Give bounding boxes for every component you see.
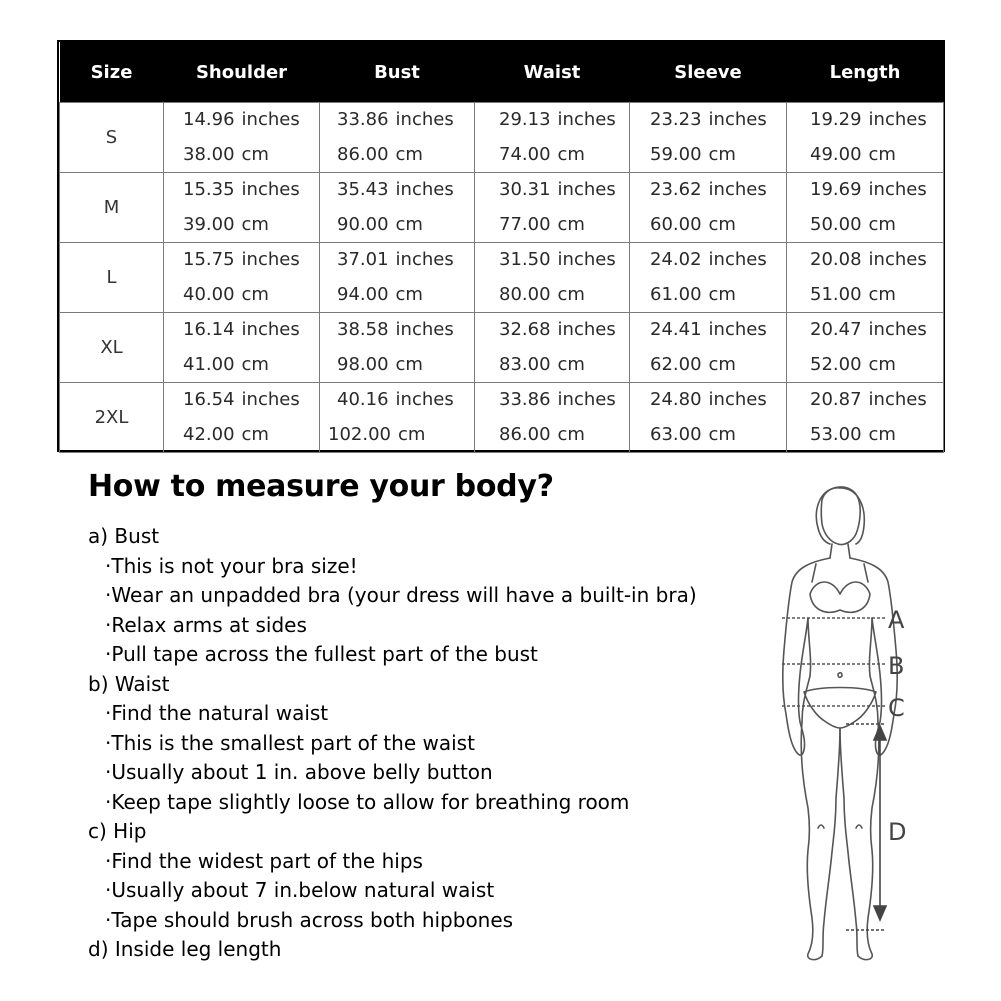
length-cm-value: 51.00 <box>810 283 862 305</box>
unit-label: inches <box>395 319 454 340</box>
waist-cm-value: 77.00 <box>499 213 551 235</box>
tip-item: ·Usually about 1 in. above belly button <box>105 760 493 784</box>
unit-label: cm <box>241 353 269 375</box>
header-sleeve: Sleeve <box>630 42 787 103</box>
unit-label: inches <box>708 389 767 410</box>
length-in-value: 20.08 <box>810 249 862 270</box>
label-d: D <box>888 818 907 846</box>
table-row <box>60 313 944 383</box>
unit-label: inches <box>868 319 927 340</box>
sleeve-cm-value: 61.00 <box>650 283 702 305</box>
unit-label: inches <box>868 109 927 130</box>
unit-label: cm <box>241 143 269 165</box>
sleeve-in-value: 24.80 <box>650 389 702 410</box>
sleeve-cell <box>630 313 787 383</box>
unit-label: cm <box>708 283 736 305</box>
unit-label: inches <box>241 109 300 130</box>
unit-label: cm <box>868 143 896 165</box>
waist-in-value: 29.13 <box>499 109 551 130</box>
waist-cm-value: 80.00 <box>499 283 551 305</box>
section-heading: a) Bust <box>88 524 160 548</box>
unit-label: cm <box>395 143 423 165</box>
length-in-value: 19.69 <box>810 179 862 200</box>
section-heading: d) Inside leg length <box>88 937 282 961</box>
measure-instructions <box>88 522 697 965</box>
shoulder-cell <box>164 243 320 313</box>
shoulder-in-value: 15.75 <box>183 249 235 270</box>
tip-item: ·Relax arms at sides <box>105 612 307 637</box>
unit-label: cm <box>557 213 585 235</box>
shoulder-cell <box>164 383 320 453</box>
tip-item: ·Pull tape across the fullest part of the bust <box>105 642 538 666</box>
unit-label: cm <box>708 143 736 165</box>
header-length: Length <box>787 42 944 103</box>
table-row <box>60 383 944 453</box>
unit-label: cm <box>397 423 426 445</box>
waist-cell <box>475 383 630 453</box>
waist-cell <box>475 313 630 383</box>
sleeve-cell <box>630 243 787 313</box>
bust-in-value: 35.43 <box>337 179 389 200</box>
unit-label: inches <box>708 249 767 270</box>
unit-label: inches <box>868 389 927 410</box>
waist-cell <box>475 173 630 243</box>
waist-cell <box>475 103 630 173</box>
unit-label: inches <box>241 179 300 200</box>
shoulder-cm-value: 38.00 <box>183 143 235 165</box>
unit-label: inches <box>557 319 616 340</box>
unit-label: inches <box>868 179 927 200</box>
length-cell <box>787 103 944 173</box>
sleeve-in-value: 24.41 <box>650 319 702 340</box>
shoulder-cell <box>164 103 320 173</box>
label-b: B <box>888 652 905 680</box>
body-measurement-figure <box>760 478 940 988</box>
length-cm-value: 53.00 <box>810 423 862 445</box>
bust-cm-value: 102.00 <box>328 423 391 445</box>
header-bust: Bust <box>320 42 475 103</box>
header-shoulder: Shoulder <box>164 42 320 103</box>
unit-label: inches <box>395 249 454 270</box>
measure-title: How to measure your body? <box>88 469 554 504</box>
shoulder-cm-value: 40.00 <box>183 283 235 305</box>
unit-label: inches <box>557 109 616 130</box>
shoulder-cm-value: 39.00 <box>183 213 235 235</box>
unit-label: inches <box>557 249 616 270</box>
shoulder-cm-value: 41.00 <box>183 353 235 375</box>
sleeve-in-value: 23.62 <box>650 179 702 200</box>
bust-in-value: 40.16 <box>337 389 389 410</box>
unit-label: cm <box>557 283 585 305</box>
left-leg-outline <box>801 722 840 960</box>
shoulder-in-value: 16.54 <box>183 389 235 410</box>
shoulder-in-value: 16.14 <box>183 319 235 340</box>
label-c: C <box>888 694 905 722</box>
waist-in-value: 32.68 <box>499 319 551 340</box>
label-a: A <box>888 606 905 634</box>
unit-label: cm <box>557 353 585 375</box>
tip-item: ·Find the widest part of the hips <box>105 848 423 873</box>
length-cm-value: 49.00 <box>810 143 862 165</box>
length-cell <box>787 313 944 383</box>
unit-label: cm <box>708 353 736 375</box>
shoulder-cell <box>164 173 320 243</box>
length-cm-value: 50.00 <box>810 213 862 235</box>
bust-in-value: 38.58 <box>337 319 389 340</box>
waist-in-value: 30.31 <box>499 179 551 200</box>
unit-label: cm <box>708 423 736 445</box>
shoulder-in-value: 15.35 <box>183 179 235 200</box>
unit-label: inches <box>241 319 300 340</box>
bust-cell <box>320 243 475 313</box>
table-row <box>60 173 944 243</box>
unit-label: cm <box>241 213 269 235</box>
briefs-outline <box>804 688 876 729</box>
waist-in-value: 33.86 <box>499 389 551 410</box>
head-outline <box>821 487 860 545</box>
shoulder-in-value: 14.96 <box>183 109 235 130</box>
sleeve-cm-value: 62.00 <box>650 353 702 375</box>
unit-label: inches <box>708 109 767 130</box>
sleeve-in-value: 23.23 <box>650 109 702 130</box>
bust-cm-value: 90.00 <box>337 213 389 235</box>
unit-label: inches <box>395 389 454 410</box>
tip-item: ·This is the smallest part of the waist <box>105 730 475 755</box>
unit-label: cm <box>868 423 896 445</box>
unit-label: cm <box>868 213 896 235</box>
tip-item: ·Wear an unpadded bra (your dress will have a built-in bra) <box>105 583 697 607</box>
sleeve-cell <box>630 173 787 243</box>
table-row <box>60 243 944 313</box>
bust-cell <box>320 173 475 243</box>
waist-cell <box>475 243 630 313</box>
tip-item: ·Tape should brush across both hipbones <box>105 907 514 932</box>
length-cm-value: 52.00 <box>810 353 862 375</box>
sleeve-cell <box>630 383 787 453</box>
header-size: Size <box>60 42 164 103</box>
size-chart-table <box>57 40 945 452</box>
waist-in-value: 31.50 <box>499 249 551 270</box>
tip-item: ·Usually about 7 in.below natural waist <box>105 878 495 902</box>
unit-label: inches <box>395 109 454 130</box>
right-leg-outline <box>840 722 879 960</box>
unit-label: cm <box>557 423 585 445</box>
unit-label: cm <box>868 353 896 375</box>
unit-label: inches <box>241 249 300 270</box>
unit-label: cm <box>395 283 423 305</box>
size-label: XL <box>60 313 164 383</box>
unit-label: inches <box>708 319 767 340</box>
size-label: M <box>60 173 164 243</box>
unit-label: inches <box>395 179 454 200</box>
bust-cell <box>320 313 475 383</box>
size-label: L <box>60 243 164 313</box>
shoulder-cell <box>164 313 320 383</box>
sleeve-cm-value: 63.00 <box>650 423 702 445</box>
tip-item: ·Keep tape slightly loose to allow for breathing room <box>105 789 630 814</box>
size-label: 2XL <box>60 383 164 453</box>
bust-in-value: 37.01 <box>337 249 389 270</box>
unit-label: cm <box>557 143 585 165</box>
unit-label: inches <box>557 179 616 200</box>
length-cell <box>787 243 944 313</box>
section-heading: b) Waist <box>88 671 170 696</box>
sleeve-cm-value: 60.00 <box>650 213 702 235</box>
unit-label: cm <box>395 353 423 375</box>
length-in-value: 20.47 <box>810 319 862 340</box>
unit-label: cm <box>241 283 269 305</box>
unit-label: cm <box>395 213 423 235</box>
tip-item: ·This is not your bra size! <box>105 553 358 578</box>
unit-label: cm <box>868 283 896 305</box>
length-cell <box>787 173 944 243</box>
table-header-row <box>60 42 944 103</box>
bust-cell <box>320 103 475 173</box>
sleeve-cell <box>630 103 787 173</box>
bust-cm-value: 94.00 <box>337 283 389 305</box>
bust-cm-value: 86.00 <box>337 143 389 165</box>
bust-cell <box>320 383 475 453</box>
unit-label: inches <box>557 389 616 410</box>
tip-item: ·Find the natural waist <box>105 701 329 725</box>
unit-label: cm <box>241 423 269 445</box>
header-waist: Waist <box>475 42 630 103</box>
size-label: S <box>60 103 164 173</box>
bra-outline <box>810 564 870 612</box>
left-arm-outline <box>783 558 830 755</box>
length-in-value: 20.87 <box>810 389 862 410</box>
shoulder-cm-value: 42.00 <box>183 423 235 445</box>
sleeve-cm-value: 59.00 <box>650 143 702 165</box>
table-row <box>60 103 944 173</box>
bust-cm-value: 98.00 <box>337 353 389 375</box>
section-heading: c) Hip <box>88 819 147 843</box>
length-in-value: 19.29 <box>810 109 862 130</box>
waist-cm-value: 74.00 <box>499 143 551 165</box>
unit-label: inches <box>241 389 300 410</box>
length-cell <box>787 383 944 453</box>
waist-cm-value: 83.00 <box>499 353 551 375</box>
unit-label: cm <box>708 213 736 235</box>
unit-label: inches <box>708 179 767 200</box>
sleeve-in-value: 24.02 <box>650 249 702 270</box>
waist-cm-value: 86.00 <box>499 423 551 445</box>
unit-label: inches <box>868 249 927 270</box>
bust-in-value: 33.86 <box>337 109 389 130</box>
